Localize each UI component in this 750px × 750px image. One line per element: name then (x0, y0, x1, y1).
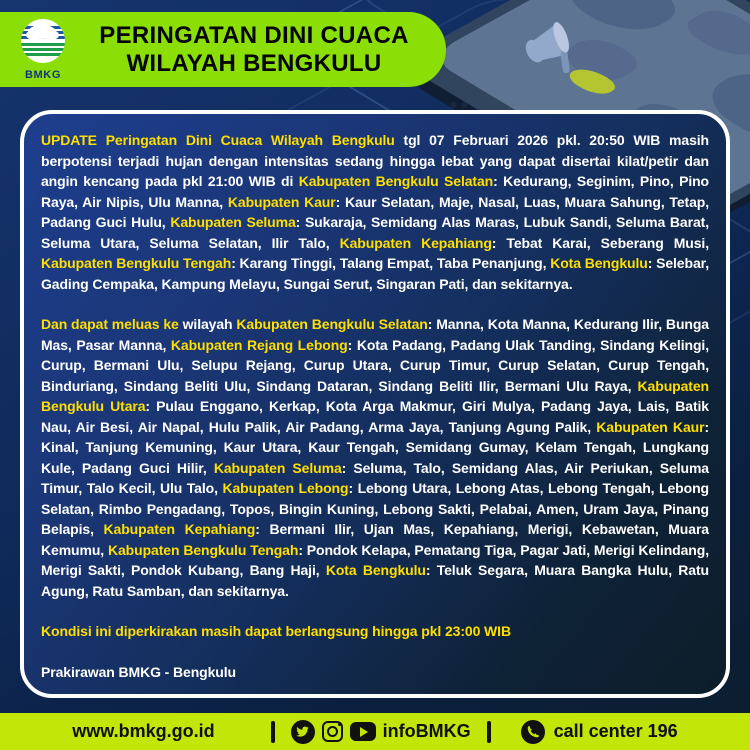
body-text: tgl 07 Februari 2026 pkl. 20:50 WIB masih berpotensi terjadi hujan dengan intensitas sedang hingga lebat yang dapat disertai kilat/petir dan angin kencang pada pkl 21:00 WIB di (41, 132, 709, 189)
highlighted-text: Kabupaten Lebong (222, 480, 349, 496)
highlighted-text: Kabupaten Rejang Lebong (170, 336, 348, 353)
warning-paragraph (41, 130, 709, 294)
warning-paragraph (41, 621, 709, 642)
phone-icon (521, 720, 545, 744)
highlighted-text: Kabupaten Kaur (596, 418, 705, 435)
body-text: : Manna, Kota Manna, Kedurang Ilir, Bunga Mas, Pasar Manna, (41, 316, 709, 353)
body-text: : Lebong Utara, Lebong Atas, Lebong Tengah, Lebong Selatan, Rimbo Pengadang, Topos, Bingin Kuning, Lebong Sakti, Pelabai, Amen, Uram Jaya, Pinang Belapis, (41, 480, 709, 537)
body-text: : Selebar, Gading Cempaka, Kampung Melayu, Sungai Serut, Singaran Pati, dan sekitarnya. (41, 255, 709, 292)
page-title (74, 22, 446, 78)
warning-content-panel (20, 110, 730, 698)
body-text: : Kinal, Tanjung Kemuning, Kaur Utara, Kaur Tengah, Semidang Gumay, Kelam Tengah, Lungkang Kule, Padang Guci Hilir, (41, 418, 709, 476)
highlighted-text: Kabupaten Bengkulu Utara (41, 377, 709, 414)
body-text: : Kedurang, Seginim, Pino, Pino Raya, Air Nipis, Ulu Manna, (41, 173, 710, 210)
highlighted-text: Dan dapat meluas ke (41, 316, 179, 332)
highlighted-text: Kondisi ini diperkirakan masih dapat berlangsung hingga pkl 23:00 WIB (41, 623, 511, 639)
highlighted-text: Kabupaten Kepahiang (103, 521, 256, 537)
warning-text-container (41, 130, 709, 682)
body-text: : Karang Tinggi, Talang Empat, Taba Penanjung, (231, 255, 551, 271)
highlighted-text: Kabupaten Kaur (227, 193, 336, 210)
youtube-icon[interactable] (350, 722, 376, 741)
megaphone-icon (515, 11, 598, 91)
body-text: : Tebat Karai, Seberang Musi, (491, 234, 709, 251)
website-link[interactable]: www.bmkg.go.id (72, 721, 215, 741)
social-handle[interactable]: infoBMKG (382, 721, 471, 741)
highlighted-text: UPDATE Peringatan Dini Cuaca Wilayah Bengkulu (41, 132, 395, 148)
body-text: Prakirawan BMKG - Bengkulu (41, 663, 236, 680)
warning-paragraph (41, 314, 709, 601)
instagram-icon[interactable] (322, 721, 343, 742)
twitter-icon[interactable] (291, 720, 315, 744)
highlighted-text: Kabupaten Bengkulu Selatan (298, 173, 494, 189)
body-text: : Kota Padang, Padang Ulak Tanding, Sindang Kelingi, Curup, Bermani Ulu, Selupu Rejang, Curup Utara, Curup Timur, Curup Selatan, Curup Tengah, Binduriang, Sindang Beliti Ulu, Sindang Dataran, Sindang Beliti Ilir, Bermani Ulu Raya, (41, 336, 709, 394)
separator (487, 721, 491, 743)
title-line-2: WILAYAH BENGKULU (126, 49, 382, 77)
body-text: : Bermani Ilir, Ujan Mas, Kepahiang, Merigi, Kebawetan, Muara Kemumu, (41, 521, 709, 558)
body-text: wilayah (178, 316, 237, 332)
highlighted-text: Kota Bengkulu (550, 255, 648, 271)
highlighted-text: Kabupaten Seluma (170, 214, 296, 230)
body-text: : Teluk Segara, Muara Bangka Hulu, Ratu Agung, Ratu Samban, dan sekitarnya. (41, 562, 710, 599)
social-media-group (291, 720, 471, 744)
highlighted-text: Kabupaten Bengkulu Tengah (41, 255, 232, 271)
body-text: : Kaur Selatan, Maje, Nasal, Luas, Muara Sahung, Tetap, Padang Guci Hulu, (41, 193, 709, 230)
warning-paragraph (41, 662, 709, 683)
header-banner (0, 12, 446, 87)
map-blob (678, 4, 750, 62)
body-text: : Pondok Kelapa, Pematang Tiga, Pagar Jati, Merigi Kelindang, Merigi Sakti, Pondok Kubang, Bang Haji, (41, 541, 709, 578)
highlighted-text: Kabupaten Bengkulu Tengah (107, 541, 299, 558)
bmkg-logo (12, 18, 74, 81)
title-line-1: PERINGATAN DINI CUACA (99, 21, 409, 49)
body-text: : Sukaraja, Semidang Alas Maras, Lubuk Sandi, Seluma Barat, Seluma Utara, Seluma Selatan, Ilir Talo, (41, 214, 709, 251)
highlighted-text: Kabupaten Seluma (213, 459, 342, 476)
call-center-group (521, 720, 678, 744)
separator (271, 721, 275, 743)
highlighted-text: Kabupaten Bengkulu Selatan (236, 316, 428, 332)
body-text: : Pulau Enggano, Kerkap, Kota Arga Makmur, Giri Mulya, Padang Jaya, Lais, Batik Nau, Air Besi, Air Napal, Hulu Palik, Air Padang, Arma Jaya, Tanjung Agung Palik, (41, 398, 709, 435)
footer-bar (0, 713, 750, 750)
highlighted-text: Kabupaten Kepahiang (339, 234, 492, 251)
call-center-label: call center 196 (553, 721, 678, 741)
bmkg-logo-icon (20, 18, 66, 64)
bmkg-logo-label: BMKG (24, 69, 61, 81)
highlighted-text: Kota Bengkulu (325, 562, 426, 578)
body-text: : Seluma, Talo, Semidang Alas, Air Periukan, Seluma Timur, Talo Kecil, Ulu Talo, (41, 459, 709, 496)
